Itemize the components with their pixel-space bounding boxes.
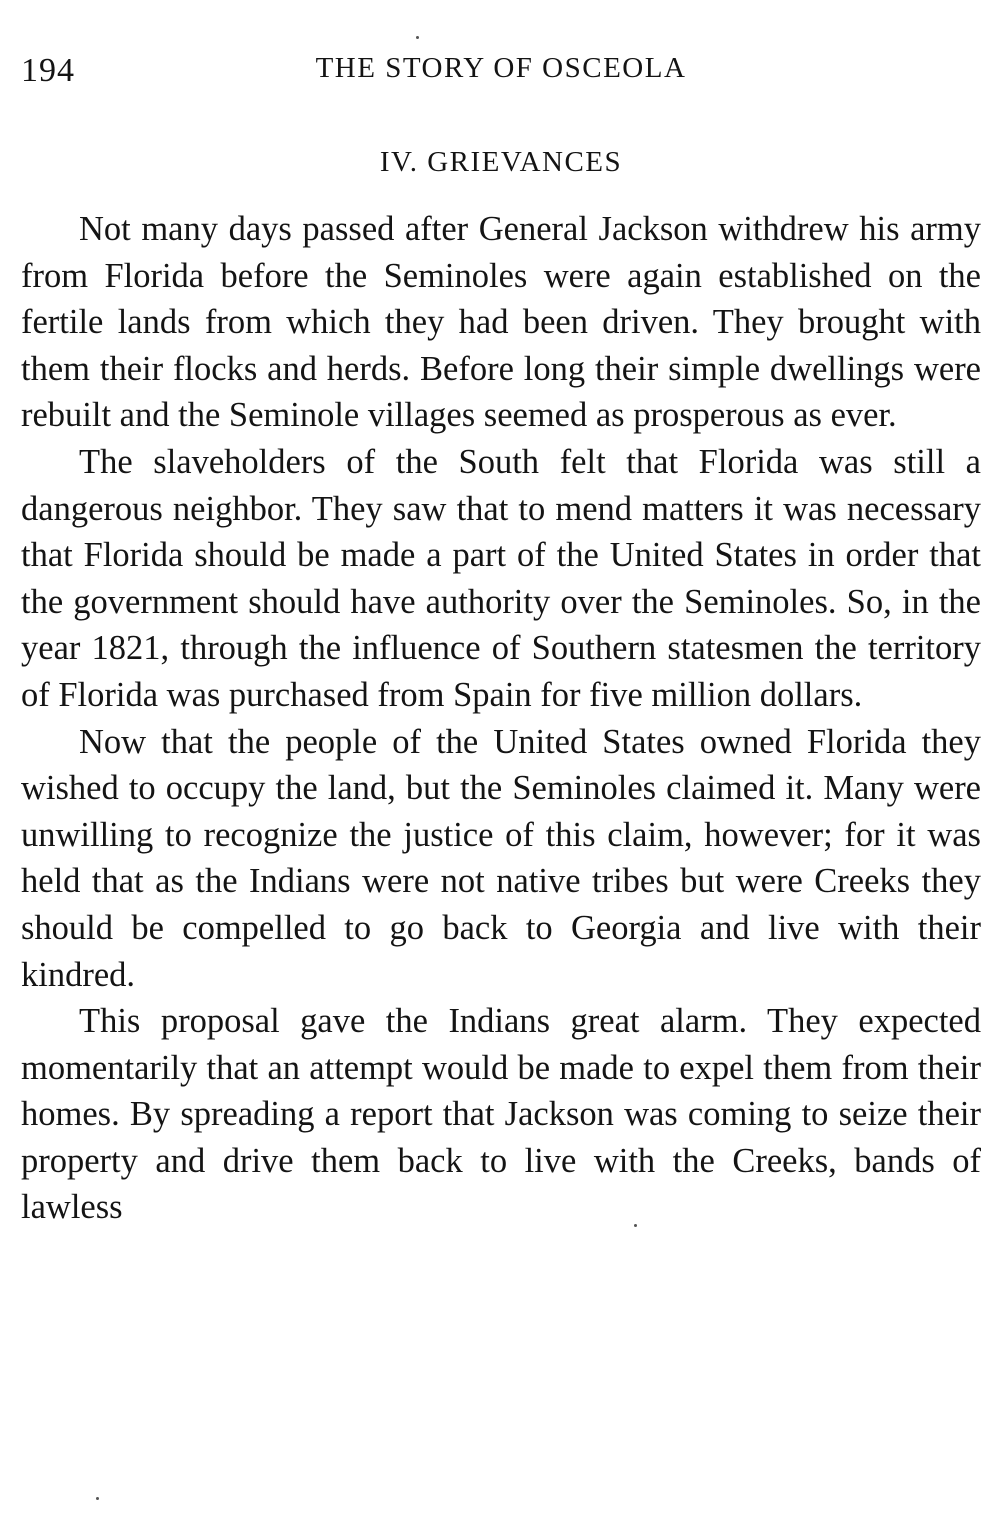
paragraph-3: Now that the people of the United States owned Florida they wished to occupy the land, but the Seminoles claimed it. Many were unwilling to recognize the justice of this claim, however; for it was held that as the Indians were not native tribes but were Creeks they should be compelled to go back to Georgia and live with their kindred. (21, 722, 981, 994)
print-speck (634, 1224, 637, 1227)
paragraph-4: This proposal gave the Indians great alarm. They expected momentarily that an attempt would be made to expel them from their homes. By spreading a report that Jackson was coming to seize their property and drive them back to live with the Creeks, bands of lawless (21, 1002, 981, 1227)
body-text (21, 206, 981, 1231)
print-speck (416, 36, 419, 39)
running-title: THE STORY OF OSCEOLA (315, 52, 687, 84)
running-head (21, 46, 981, 89)
paragraph-2: The slaveholders of the South felt that Florida was still a dangerous neighbor. They saw that to mend matters it was necessary that Florida should be made a part of the United States in order that the government should have authority over the Seminoles. So, in the year 1821, through the influence of Southern statesmen the territory of Florida was purchased from Spain for five million dollars. (21, 442, 981, 714)
section-heading: IV. GRIEVANCES (379, 146, 623, 178)
book-page (21, 0, 981, 1514)
paragraph-1: Not many days passed after General Jackson withdrew his army from Florida before the Seminoles were again established on the fertile lands from which they had been driven. They brought with them their flocks and herds. Before long their simple dwellings were rebuilt and the Seminole villages seemed as prosperous as ever. (21, 210, 981, 435)
page-number: 194 (21, 52, 75, 89)
print-speck (96, 1497, 99, 1500)
